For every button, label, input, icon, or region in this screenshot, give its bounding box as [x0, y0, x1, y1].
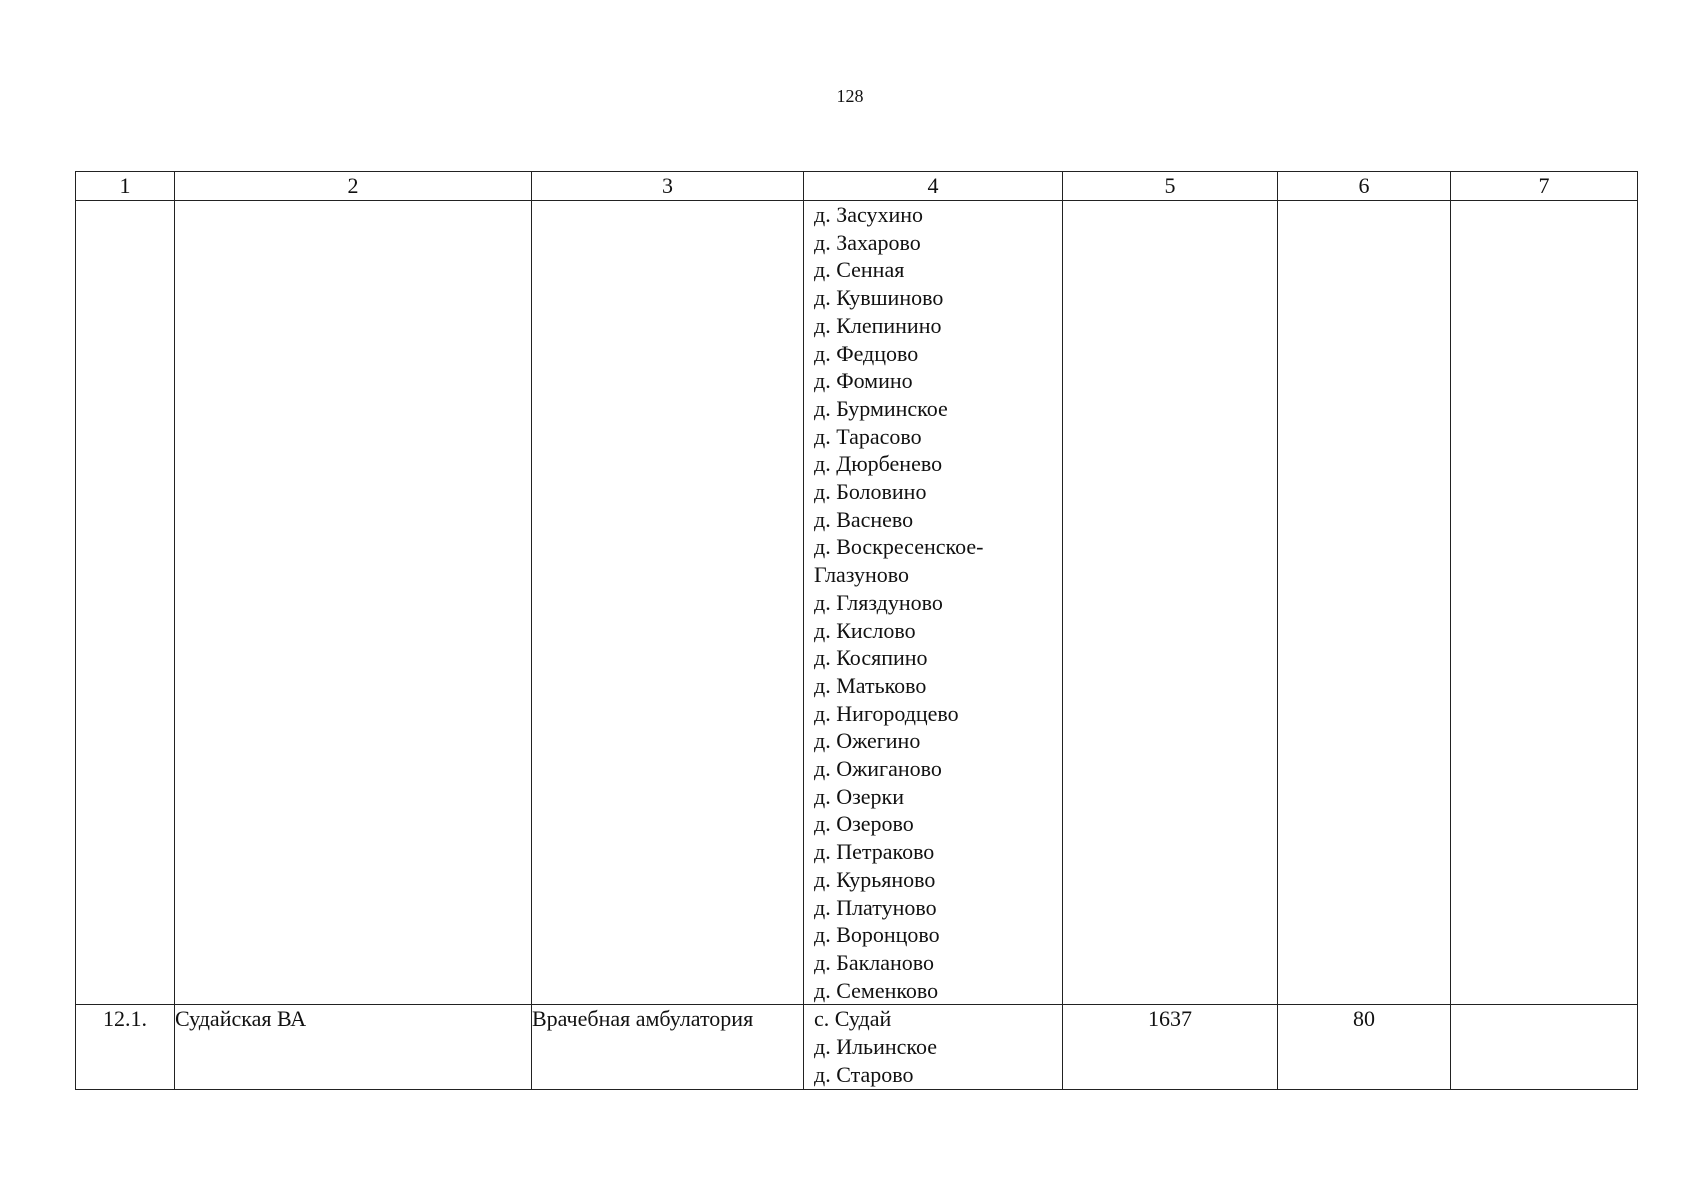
place-item: д. Ожиганово — [814, 756, 942, 782]
place-item: д. Курьяново — [814, 866, 936, 892]
place-item: д. Воскресенское- — [814, 534, 984, 560]
place-item: д. Федцово — [814, 340, 919, 366]
place-item: Глазуново — [814, 562, 910, 588]
place-item: д. Дюрбенево — [814, 451, 943, 477]
place-item: д. Клепинино — [814, 312, 942, 338]
place-item: д. Боловино — [814, 479, 927, 505]
place-item: д. Воронцово — [814, 922, 940, 948]
document-table — [75, 171, 1638, 1090]
cell-col6 — [1278, 201, 1451, 1005]
places-list — [804, 1005, 1062, 1088]
place-item: д. Озерово — [814, 811, 914, 837]
place-item: с. Судай — [814, 1006, 892, 1032]
column-header-5: 5 — [1063, 172, 1278, 201]
header-row — [76, 172, 1638, 201]
cell-col7 — [1451, 201, 1638, 1005]
place-item: д. Засухино — [814, 202, 924, 227]
place-item: д. Бурминское — [814, 395, 948, 421]
cell-number — [76, 201, 175, 1005]
place-item: д. Нигородцево — [814, 700, 959, 726]
place-item: д. Ильинское — [814, 1034, 938, 1060]
page-number: 128 — [836, 86, 864, 106]
place-item: д. Гляздуново — [814, 589, 943, 615]
cell-type — [532, 201, 804, 1005]
table-row — [76, 1005, 1638, 1089]
cell-col7 — [1451, 1005, 1638, 1089]
cell-col6: 80 — [1278, 1005, 1451, 1089]
cell-number: 12.1. — [76, 1005, 175, 1089]
place-item: д. Тарасово — [814, 423, 922, 449]
place-item: д. Семенково — [814, 977, 939, 1003]
cell-population: 1637 — [1063, 1005, 1278, 1089]
place-item: д. Ожегино — [814, 728, 921, 754]
place-item: д. Матьково — [814, 672, 927, 698]
place-item: д. Бакланово — [814, 949, 935, 975]
cell-type: Врачебная амбулатория — [532, 1005, 804, 1089]
place-item: д. Платуново — [814, 894, 937, 920]
column-header-1: 1 — [76, 172, 175, 201]
cell-places — [804, 1005, 1063, 1089]
place-item: д. Сенная — [814, 257, 905, 283]
column-header-2: 2 — [175, 172, 532, 201]
cell-places — [804, 201, 1063, 1005]
column-header-7: 7 — [1451, 172, 1638, 201]
place-item: д. Озерки — [814, 783, 904, 809]
place-item: д. Захарово — [814, 229, 921, 255]
table-row-continuation — [76, 201, 1638, 1005]
place-item: д. Косяпино — [814, 645, 928, 671]
place-item: д. Васнево — [814, 506, 914, 532]
cell-name — [175, 201, 532, 1005]
place-item: д. Петраково — [814, 839, 935, 865]
cell-population — [1063, 201, 1278, 1005]
column-header-3: 3 — [532, 172, 804, 201]
place-item: д. Кислово — [814, 617, 916, 643]
column-header-4: 4 — [804, 172, 1063, 201]
column-header-6: 6 — [1278, 172, 1451, 201]
place-item: д. Старово — [814, 1061, 914, 1087]
cell-name: Судайская ВА — [175, 1005, 532, 1089]
places-list — [804, 201, 1062, 1004]
place-item: д. Фомино — [814, 368, 913, 394]
place-item: д. Кувшиново — [814, 285, 944, 311]
